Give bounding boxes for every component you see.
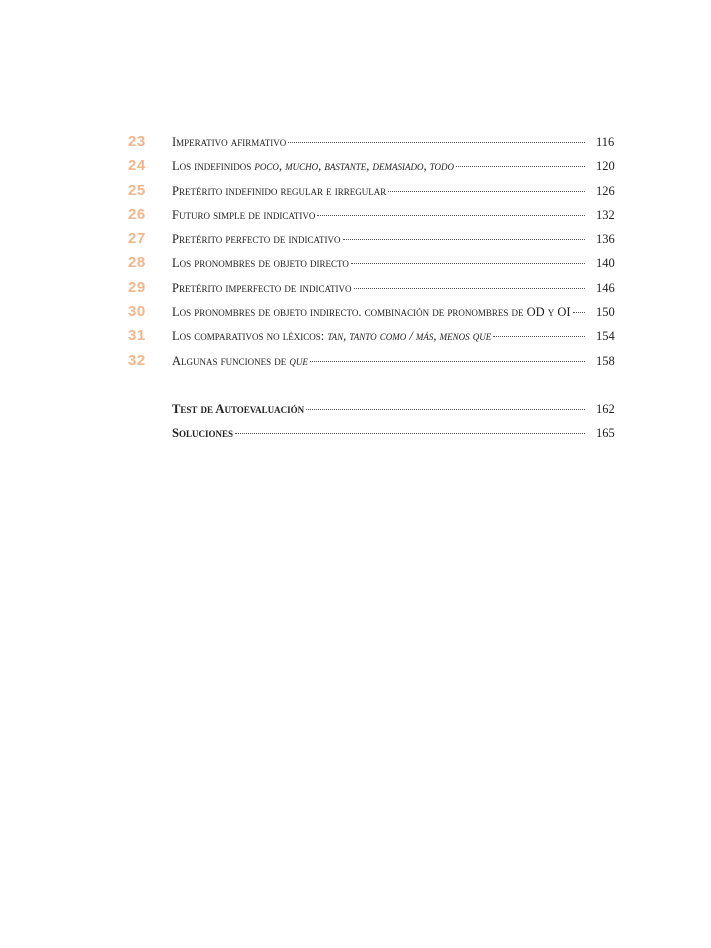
dot-leader bbox=[456, 166, 585, 167]
page-number: 126 bbox=[596, 183, 615, 198]
chapter-title: Pretérito indefinido regular e irregular bbox=[172, 183, 387, 198]
chapter-title: Pretérito perfecto de indicativo bbox=[172, 232, 341, 247]
dot-leader bbox=[310, 361, 585, 362]
chapter-title: Futuro simple de indicativo bbox=[172, 207, 316, 222]
chapter-number: 30 bbox=[128, 303, 146, 321]
chapter-title bbox=[172, 349, 308, 373]
toc-row-27[interactable] bbox=[0, 227, 711, 251]
chapter-number: 24 bbox=[128, 157, 146, 175]
dot-leader bbox=[288, 142, 585, 143]
dot-leader bbox=[493, 336, 585, 337]
toc-row-31[interactable] bbox=[0, 324, 711, 348]
chapter-number: 23 bbox=[128, 133, 146, 150]
chapter-title: Los pronombres de objeto indirecto. combinación de pronombres de OD y OI bbox=[172, 305, 571, 320]
toc-row-29[interactable] bbox=[0, 276, 711, 300]
toc-row-25[interactable] bbox=[0, 179, 711, 203]
table-of-contents bbox=[0, 130, 711, 446]
chapter-number: 26 bbox=[128, 205, 146, 223]
chapter-title-italic-part: tan, tanto como / más, menos que bbox=[327, 329, 492, 344]
page-number: 116 bbox=[596, 135, 615, 149]
chapter-number: 29 bbox=[128, 278, 146, 296]
dot-leader bbox=[351, 263, 585, 264]
toc-row-28[interactable] bbox=[0, 251, 711, 275]
toc-row-test[interactable] bbox=[0, 397, 711, 421]
dot-leader bbox=[235, 433, 585, 434]
dot-leader bbox=[354, 288, 586, 289]
toc-row-23[interactable] bbox=[0, 130, 711, 154]
toc-row-30[interactable] bbox=[0, 300, 711, 324]
chapter-number: 25 bbox=[128, 181, 146, 199]
chapter-title: Imperativo afirmativo bbox=[172, 135, 287, 149]
chapter-number: 27 bbox=[128, 230, 146, 248]
chapter-title-part: Los comparativos no léxicos: bbox=[172, 329, 328, 344]
page-number: 146 bbox=[596, 280, 615, 295]
page-number: 132 bbox=[596, 207, 615, 222]
chapter-title: Los pronombres de objeto directo bbox=[172, 256, 349, 271]
chapter-number: 32 bbox=[128, 351, 146, 369]
chapter-title bbox=[172, 324, 491, 348]
chapter-title bbox=[172, 154, 454, 178]
dot-leader bbox=[573, 312, 585, 313]
page-number: 150 bbox=[596, 305, 615, 320]
chapter-title-italic-part: poco, mucho, bastante, demasiado, todo bbox=[254, 159, 455, 174]
page-number: 140 bbox=[596, 256, 615, 271]
extra-title: Test de Autoevaluación bbox=[172, 401, 305, 416]
chapter-title-part: Algunas funciones de bbox=[172, 353, 290, 368]
chapter-title: Pretérito imperfecto de indicativo bbox=[172, 280, 352, 295]
page-number: 136 bbox=[596, 232, 615, 247]
chapter-number: 28 bbox=[128, 254, 146, 272]
toc-row-26[interactable] bbox=[0, 203, 711, 227]
toc-row-soluciones[interactable] bbox=[0, 421, 711, 445]
dot-leader bbox=[317, 215, 585, 216]
dot-leader bbox=[343, 239, 586, 240]
page-number: 165 bbox=[596, 426, 615, 441]
toc-row-24[interactable] bbox=[0, 154, 711, 178]
dot-leader bbox=[306, 409, 585, 410]
chapter-title-part: Los indefinidos bbox=[172, 159, 255, 174]
chapter-title-italic-part: que bbox=[289, 353, 308, 368]
extra-title: Soluciones bbox=[172, 426, 233, 441]
dot-leader bbox=[388, 191, 585, 192]
section-gap bbox=[0, 373, 711, 397]
page-number: 120 bbox=[596, 159, 615, 174]
page-number: 158 bbox=[596, 353, 615, 368]
toc-row-32[interactable] bbox=[0, 349, 711, 373]
page-number: 154 bbox=[596, 329, 615, 344]
page-number: 162 bbox=[596, 401, 615, 416]
chapter-number: 31 bbox=[128, 327, 146, 345]
